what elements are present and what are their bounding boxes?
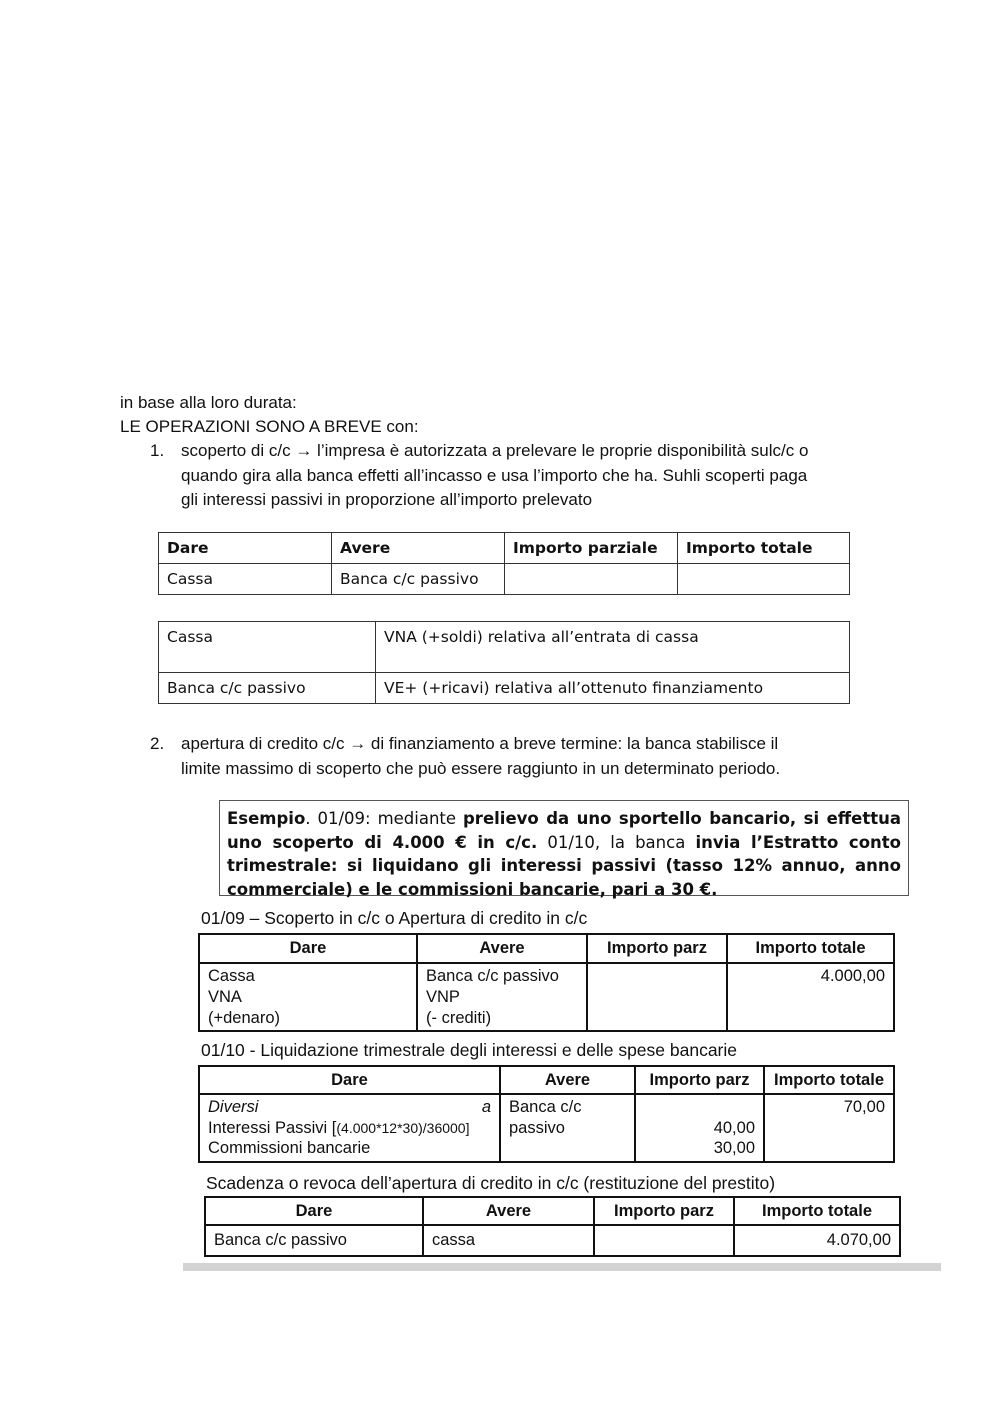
diversi-row (208, 1097, 491, 1118)
cell-account: Banca c/c passivo (159, 673, 376, 704)
example-text: . 01/09: mediante (305, 809, 463, 828)
interest-line (208, 1118, 491, 1139)
header-importo-totale: Importo totale (678, 533, 850, 564)
cell-variation: VNA (+soldi) relativa all’entrata di cassa (376, 622, 850, 673)
list-text-line: limite massimo di scoperto che può essere raggiunto in un determinato periodo. (181, 758, 781, 778)
header-importo-parz: Importo parz (594, 1197, 734, 1225)
account-name: Banca c/c passivo (426, 967, 559, 985)
account-name: Commissioni bancarie (208, 1139, 371, 1157)
cell-dare: Cassa (159, 564, 332, 595)
account-name: passivo (509, 1118, 565, 1137)
list-text-line: quando gira alla banca effetti all’incasso e usa l’importo che ha. Suhli scoperti paga (181, 465, 808, 485)
header-avere: Avere (500, 1066, 635, 1094)
cell-totale: 4.000,00 (727, 963, 894, 1031)
cell-totale: 70,00 (764, 1094, 894, 1162)
header-avere: Avere (417, 934, 587, 963)
cell-totale (678, 564, 850, 595)
header-avere: Avere (423, 1197, 594, 1225)
header-dare: Dare (159, 533, 332, 564)
header-importo-totale: Importo totale (764, 1066, 894, 1094)
amount: 30,00 (713, 1139, 755, 1157)
list-item (150, 732, 870, 781)
list-text-line: gli interessi passivi in proporzione all’importo prelevato (181, 490, 593, 509)
account-name: Interessi Passivi [ (208, 1118, 337, 1137)
header-importo-totale: Importo totale (734, 1197, 900, 1225)
header-dare: Dare (205, 1197, 423, 1225)
account-name: (- crediti) (426, 1009, 492, 1027)
section-heading: LE OPERAZIONI SONO A BREVE con: (120, 417, 419, 436)
amount: 40,00 (713, 1118, 755, 1137)
section-caption: 01/10 - Liquidazione trimestrale degli interessi e delle spese bancarie (201, 1040, 738, 1060)
cell-parz (635, 1094, 764, 1162)
a-label: a (481, 1098, 491, 1116)
cell-dare: Banca c/c passivo (205, 1225, 423, 1256)
cell-variation: VE+ (+ricavi) relativa all’ottenuto finanziamento (376, 673, 850, 704)
header-importo-parz: Importo parz (635, 1066, 764, 1094)
cell-avere (417, 963, 587, 1031)
list-number: 1. (150, 441, 165, 460)
example-box (219, 800, 909, 899)
diversi-label: Diversi (208, 1098, 259, 1116)
account-name: Cassa (208, 967, 255, 985)
list-item (150, 439, 870, 513)
section-caption: Scadenza o revoca dell’apertura di credito in c/c (restituzione del prestito) (206, 1173, 776, 1193)
cell-dare (199, 1094, 500, 1162)
account-name: VNA (208, 988, 242, 1006)
cell-parziale (505, 564, 678, 595)
header-dare: Dare (199, 1066, 500, 1094)
variation-table (158, 621, 850, 704)
example-label: Esempio (227, 809, 306, 828)
header-importo-totale: Importo totale (727, 934, 894, 963)
list-text-line: scoperto di c/c → l’impresa è autorizzata a prelevare le proprie disponibilità sulc/c o (181, 441, 809, 460)
journal-table-3 (198, 1065, 895, 1163)
cell-parz (594, 1225, 734, 1256)
example-text: 01/10, la banca (537, 832, 696, 852)
cell-avere: Banca c/c passivo (332, 564, 505, 595)
intro-line: in base alla loro durata: (120, 393, 297, 412)
cell-avere: cassa (423, 1225, 594, 1256)
cell-account: Cassa (159, 622, 376, 673)
header-importo-parz: Importo parz (587, 934, 727, 963)
cell-totale: 4.070,00 (734, 1225, 900, 1256)
account-name: VNP (426, 988, 460, 1006)
journal-table-1 (158, 532, 850, 595)
header-importo-parziale: Importo parziale (505, 533, 678, 564)
example-bold-text: prelievo da uno sportello bancario, si effettua uno scoperto di 4.000 € in c/c. (227, 809, 901, 852)
cell-avere (500, 1094, 635, 1162)
list-number: 2. (150, 734, 165, 753)
section-caption: 01/09 – Scoperto in c/c o Apertura di credito in c/c (201, 908, 588, 928)
account-name: (+denaro) (208, 1009, 281, 1027)
account-name: Banca c/c (509, 1098, 582, 1116)
example-bold-text: invia l’Estratto conto trimestrale: si liquidano gli interessi passivi (tasso 12% annuo, anno commerciale) e le commissioni bancarie, pari a 30 €. (227, 832, 901, 899)
header-avere: Avere (332, 533, 505, 564)
interest-formula: (4.000*12*30)/36000] (336, 1119, 470, 1136)
cell-parz (587, 963, 727, 1031)
cell-dare (199, 963, 417, 1031)
list-text-line: apertura di credito c/c → di finanziamento a breve termine: la banca stabilisce il (181, 734, 779, 753)
journal-table-2 (198, 933, 895, 1032)
journal-table-4 (204, 1196, 901, 1257)
image-border-bar (183, 1263, 941, 1271)
header-dare: Dare (199, 934, 417, 963)
